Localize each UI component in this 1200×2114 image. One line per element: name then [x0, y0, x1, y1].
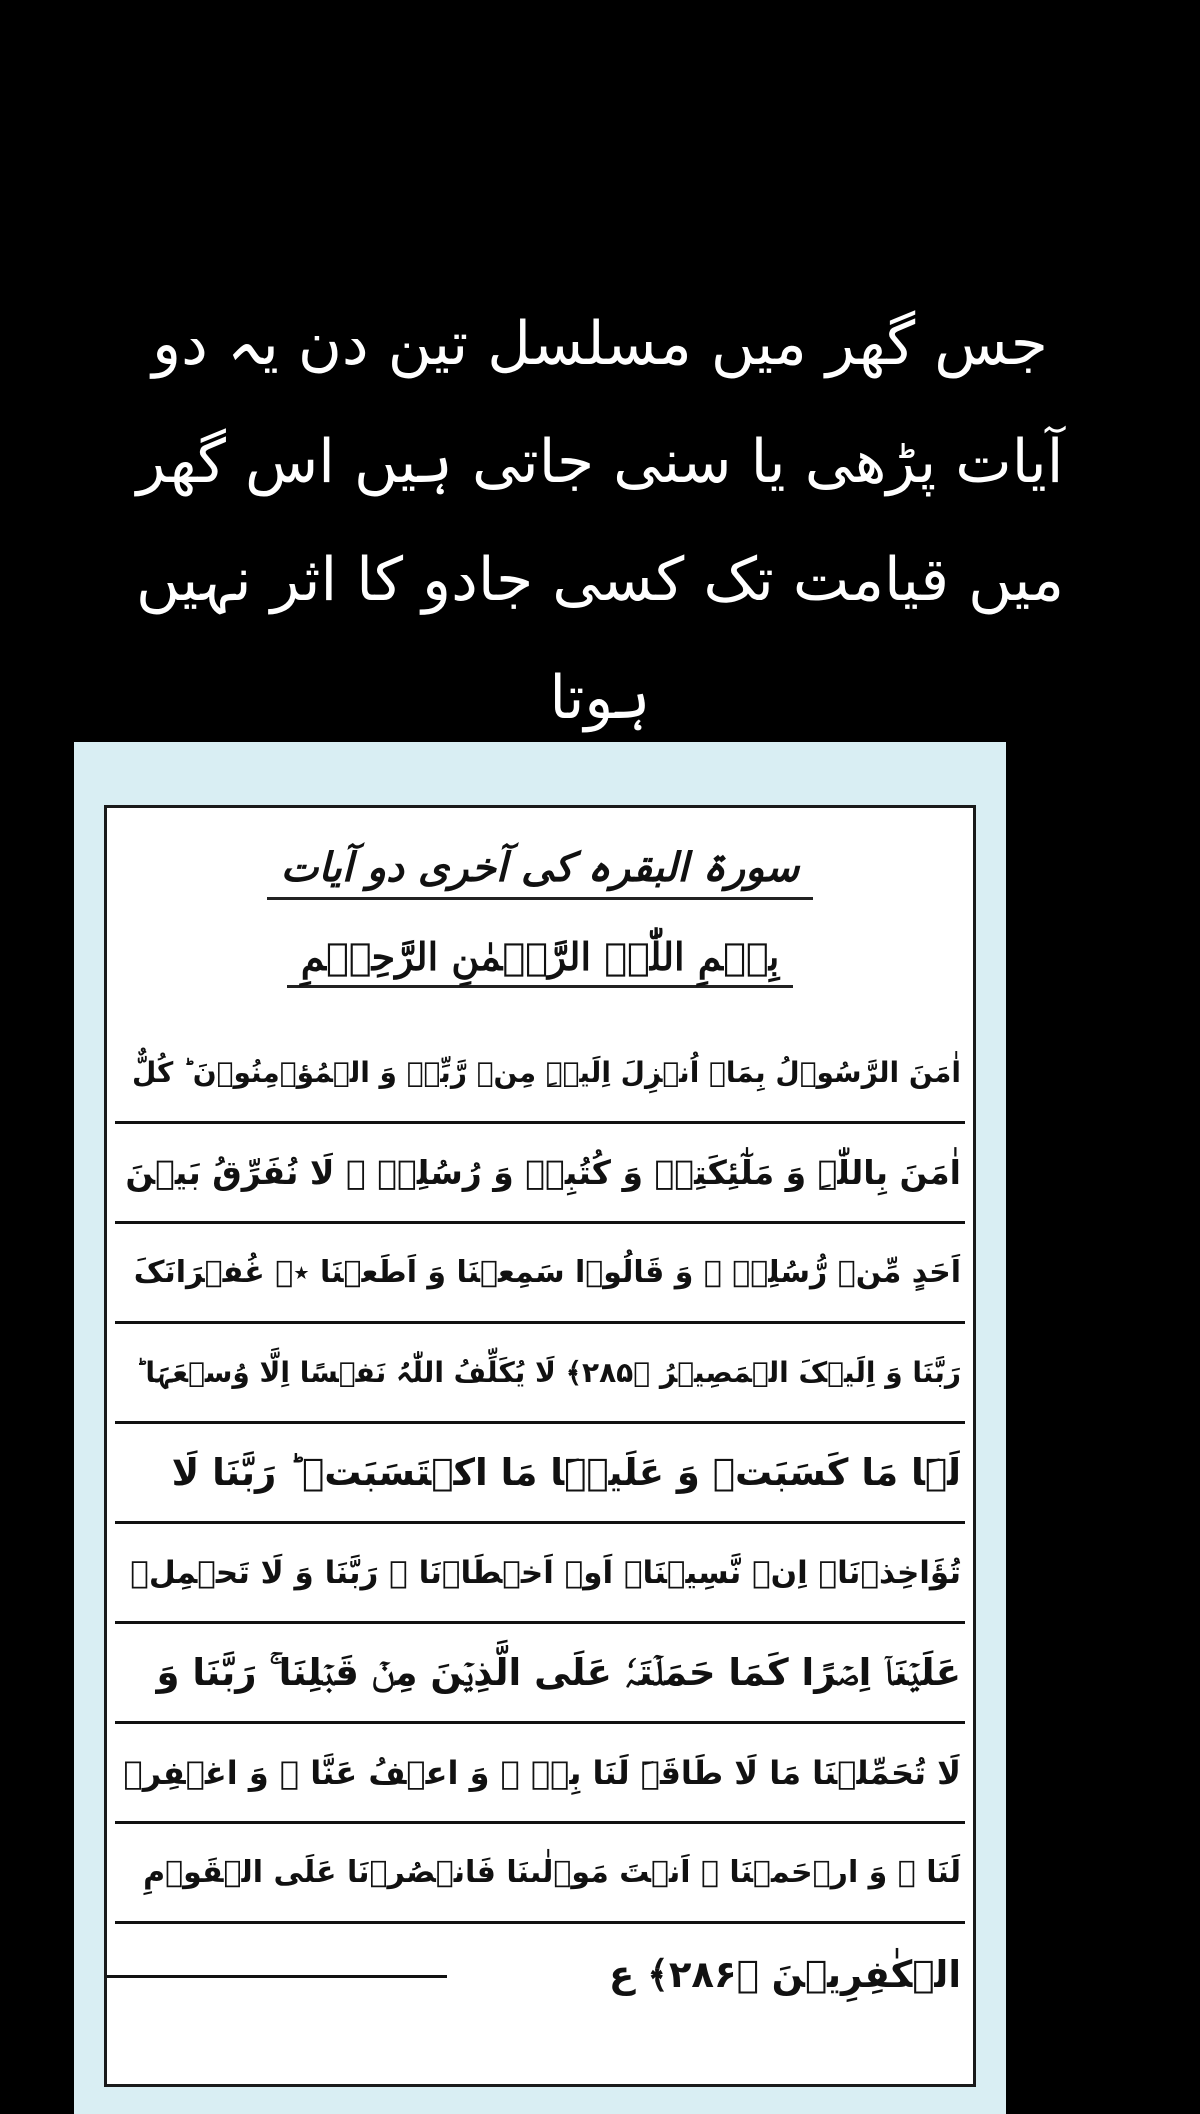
verse-line-2: اٰمَنَ بِاللّٰہِ وَ مَلٰٓئِکَتِہٖ وَ کُتُبِہٖ وَ رُسُلِہٖ ۟ لَا نُفَرِّقُ بَیۡنَ	[115, 1124, 965, 1224]
verse-line-1: اٰمَنَ الرَّسُوۡلُ بِمَاۤ اُنۡزِلَ اِلَیۡہِ مِنۡ رَّبِّہٖ وَ الۡمُؤۡمِنُوۡنَ ؕ کُلٌّ	[115, 1024, 965, 1124]
verse-line-3: اَحَدٍ مِّنۡ رُّسُلِہٖ ۟ وَ قَالُوۡا سَمِعۡنَا وَ اَطَعۡنَا ٭۫ غُفۡرَانَکَ	[115, 1224, 965, 1324]
verse-line-8: لَا تُحَمِّلۡنَا مَا لَا طَاقَۃَ لَنَا بِہٖ ۚ وَ اعۡفُ عَنَّا ٝ وَ اغۡفِرۡ	[115, 1724, 965, 1824]
verse-line-5: لَہَا مَا کَسَبَتۡ وَ عَلَیۡہَا مَا اکۡتَسَبَتۡ ؕ رَبَّنَا لَا	[115, 1424, 965, 1524]
quran-verses-card	[74, 742, 1006, 2114]
verse-lines	[115, 1024, 965, 2024]
caption-text	[90, 285, 1110, 757]
verses-frame	[104, 805, 976, 2087]
verse-line-9: لَنَا ٝ وَ ارۡحَمۡنَا ٝ اَنۡتَ مَوۡلٰىنَا فَانۡصُرۡنَا عَلَی الۡقَوۡمِ	[115, 1824, 965, 1924]
caption-line-3: میں قیامت تک کسی جادو کا اثر نہیں	[135, 545, 1065, 615]
caption-line-1: جس گھر میں مسلسل تین دن یہ دو	[152, 309, 1048, 379]
surah-title: سورۃ البقرہ کی آخری دو آیات	[107, 844, 973, 900]
caption-line-2: آیات پڑھی یا سنی جاتی ہیں اس گھر	[136, 427, 1064, 497]
verse-line-7: عَلَیۡنَاۤ اِصۡرًا کَمَا حَمَلۡتَہٗ عَلَی الَّذِیۡنَ مِنۡ قَبۡلِنَا ۚ رَبَّنَا وَ	[115, 1624, 965, 1724]
caption-line-4: ہوتا	[549, 663, 651, 733]
verse-line-4: رَبَّنَا وَ اِلَیۡکَ الۡمَصِیۡرُ ﴿۲۸۵﴾ لَا یُکَلِّفُ اللّٰہُ نَفۡسًا اِلَّا وُسۡعَہَا ؕ	[115, 1324, 965, 1424]
verse-line-10: الۡکٰفِرِیۡنَ ﴿۲۸۶﴾ ع	[608, 1952, 961, 1996]
verse-line-6: تُؤَاخِذۡنَاۤ اِنۡ نَّسِیۡنَاۤ اَوۡ اَخۡطَاۡنَا ۚ رَبَّنَا وَ لَا تَحۡمِلۡ	[115, 1524, 965, 1624]
bismillah: بِسۡمِ اللّٰہِ الرَّحۡمٰنِ الرَّحِیۡمِ	[107, 934, 973, 988]
closing-rule	[107, 1975, 447, 1978]
